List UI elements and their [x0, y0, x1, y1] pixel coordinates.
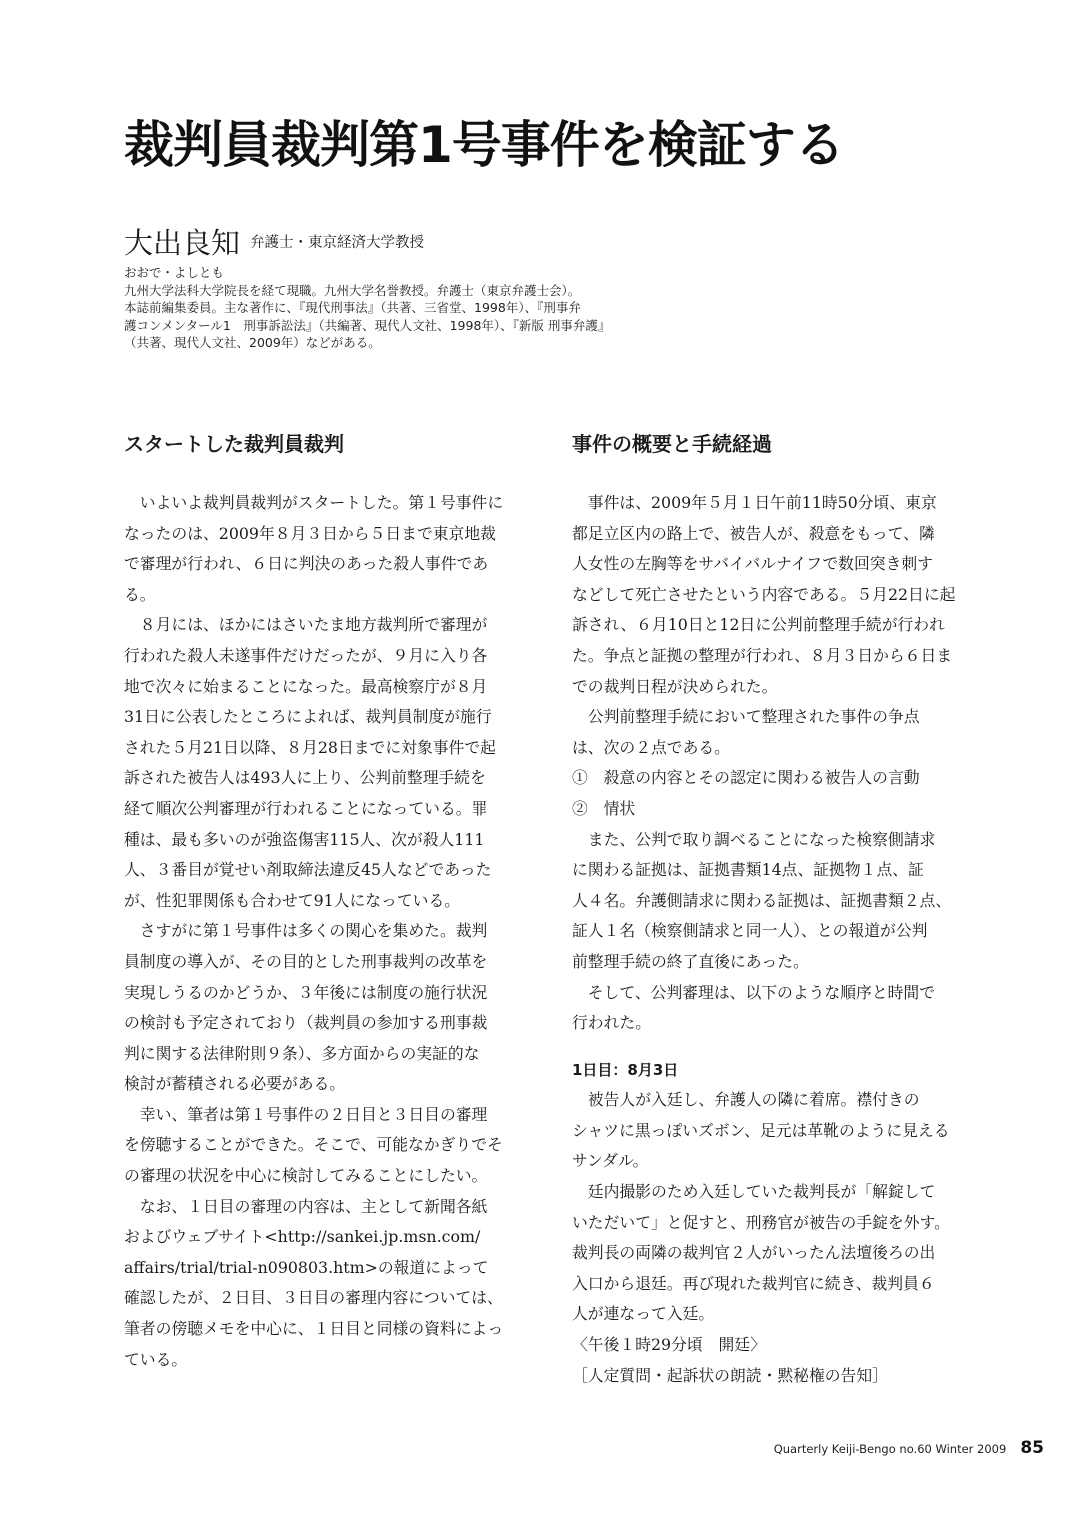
body-line: 都足立区内の路上で、被告人が、殺意をもって、隣 [572, 523, 935, 543]
body-line: に関わる証拠は、証拠書類14点、証拠物１点、証 [572, 860, 924, 880]
article-title: 裁判員裁判第1号事件を検証する [124, 116, 844, 174]
body-line: 裁判長の両隣の裁判官２人がいったん法壇後ろの出 [572, 1243, 936, 1263]
left-column-body [124, 488, 544, 1375]
body-line: などして死亡させたという内容である。５月22日に起 [572, 584, 956, 604]
body-line: 訴され、６月10日と12日に公判前整理手続が行われ [572, 615, 945, 635]
bio-line: 九州大学法科大学院長を経て現職。九州大学名誉教授。弁護士（東京弁護士会）。 [124, 282, 581, 298]
body-line: 確認したが、２日目、３日目の審理内容については、 [124, 1288, 503, 1308]
body-line: を傍聴することができた。そこで、可能なかぎりでそ [124, 1135, 503, 1155]
body-line: なお、１日目の審理の内容は、主として新聞各紙 [139, 1196, 488, 1216]
body-line: 実現しうるのかどうか、３年後には制度の施行状況 [124, 982, 488, 1002]
body-line: 入口から退廷。再び現れた裁判官に続き、裁判員６ [572, 1273, 935, 1293]
section-heading: スタートした裁判員裁判 [124, 432, 344, 456]
author-title: 弁護士・東京経済大学教授 [250, 235, 425, 251]
body-line: 筆者の傍聴メモを中心に、１日目と同様の資料によっ [124, 1319, 504, 1339]
body-line: ８月には、ほかにはさいたま地方裁判所で審理が [139, 615, 488, 635]
body-line: 被告人が入廷し、弁護人の隣に着席。襟付きの [587, 1090, 920, 1110]
body-line: 検討が蓄積される必要がある。 [124, 1074, 346, 1094]
body-line: 前整理手続の終了直後にあった。 [572, 951, 809, 971]
body-line: での裁判日程が決められた。 [572, 676, 778, 696]
author-bio [124, 264, 664, 352]
body-line: 行われた。 [572, 1013, 651, 1033]
left-column [124, 428, 544, 1369]
body-line: の審理の状況を中心に検討してみることにしたい。 [124, 1166, 488, 1186]
list-item-2: ② 情状 [572, 798, 636, 818]
right-column-body [572, 488, 992, 1391]
body-line: 行われた殺人未遂事件だけだったが、９月に入り各 [124, 645, 488, 665]
body-line: が、性犯罪関係も合わせて91人になっている。 [124, 890, 461, 910]
body-line: シャツに黒っぽいズボン、足元は革靴のように見える [572, 1120, 950, 1140]
bio-line: 護コンメンタール1 刑事訴訟法』（共編著、現代人文社、1998年）、『新版 刑事弁護』 [124, 317, 611, 333]
body-line: 地で次々に始まることになった。最高検察庁が８月 [124, 676, 488, 696]
bio-line: 本誌前編集委員。主な著作に、『現代刑事法』（共著、三省堂、1998年）、『刑事弁 [124, 300, 581, 316]
body-line: いよいよ裁判員裁判がスタートした。第１号事件に [139, 493, 504, 512]
body-line: さすがに第１号事件は多くの関心を集めた。裁判 [139, 921, 488, 941]
body-line: された５月21日以降、８月28日までに対象事件で起 [124, 737, 496, 757]
body-line: 人女性の左胸等をサバイバルナイフで数回突き刺す [572, 554, 933, 574]
body-line: 訴された被告人は493人に上り、公判前整理手続を [124, 768, 486, 788]
page-footer [774, 1438, 1044, 1458]
body-line: 人４名。弁護側請求に関わる証拠は、証拠書類２点、 [572, 890, 952, 910]
body-line: 幸い、筆者は第１号事件の２日目と３日目の審理 [139, 1104, 488, 1124]
bio-line: おおで・よしとも [124, 265, 224, 280]
author-name: 大出良知 [124, 226, 241, 260]
bio-line: （共著、現代人文社、2009年）などがある。 [124, 335, 381, 351]
subheading-day-1: 1日目：8月3日 [572, 1060, 679, 1079]
body-line: そして、公判審理は、以下のような順序と時間で [587, 982, 936, 1002]
body-line: 判に関する法律附則９条）、多方面からの実証的な [124, 1043, 480, 1063]
body-line: ている。 [124, 1349, 188, 1369]
body-line: 人が連なって入廷。 [572, 1304, 715, 1324]
list-item-1: ① 殺意の内容とその認定に関わる被告人の言動 [572, 768, 920, 788]
body-line: 人、３番目が覚せい剤取締法違反45人などであった [124, 860, 492, 880]
body-line: サンダル。 [572, 1151, 649, 1171]
body-line: ［人定質問・起訴状の朗読・黙秘権の告知］ [572, 1365, 888, 1385]
page-number: 85 [1020, 1438, 1044, 1458]
body-line: 廷内撮影のため入廷していた裁判長が「解錠して [587, 1182, 936, 1202]
body-line: 〈午後１時29分頃 開廷〉 [572, 1335, 766, 1355]
body-line: で審理が行われ、６日に判決のあった殺人事件であ [124, 554, 489, 574]
body-line: 員制度の導入が、その目的とした刑事裁判の改革を [124, 951, 488, 971]
body-line: また、公判で取り調べることになった検察側請求 [587, 829, 936, 849]
body-line: は、次の２点である。 [572, 737, 730, 757]
body-line: およびウェブサイト<http://sankei.jp.msn.com/ [124, 1227, 481, 1247]
body-line: る。 [124, 584, 156, 604]
body-line: 事件は、2009年５月１日午前11時50分頃、東京 [587, 493, 937, 512]
body-line: 公判前整理手続において整理された事件の争点 [587, 707, 920, 727]
body-line: 種は、最も多いのが強盗傷害115人、次が殺人111 [124, 829, 485, 849]
body-line: affairs/trial/trial-n090803.htm>の報道によって [124, 1257, 489, 1277]
body-line: の検討も予定されており（裁判員の参加する刑事裁 [124, 1013, 488, 1033]
author-line [124, 224, 924, 262]
body-line: 31日に公表したところによれば、裁判員制度が施行 [124, 707, 492, 727]
journal-name: Quarterly Keiji-Bengo no.60 Winter 2009 [773, 1442, 1007, 1456]
body-line: なったのは、2009年８月３日から５日まで東京地裁 [124, 523, 496, 543]
body-line: た。争点と証拠の整理が行われ、８月３日から６日ま [572, 645, 953, 665]
section-heading: 事件の概要と手続経過 [572, 432, 772, 456]
body-line: 証人１名（検察側請求と同一人）、との報道が公判 [572, 921, 928, 941]
body-line: いただいて」と促すと、刑務官が被告の手錠を外す。 [572, 1212, 950, 1232]
body-line: 経て順次公判審理が行われることになっている。罪 [124, 798, 488, 818]
right-column [572, 428, 992, 1385]
